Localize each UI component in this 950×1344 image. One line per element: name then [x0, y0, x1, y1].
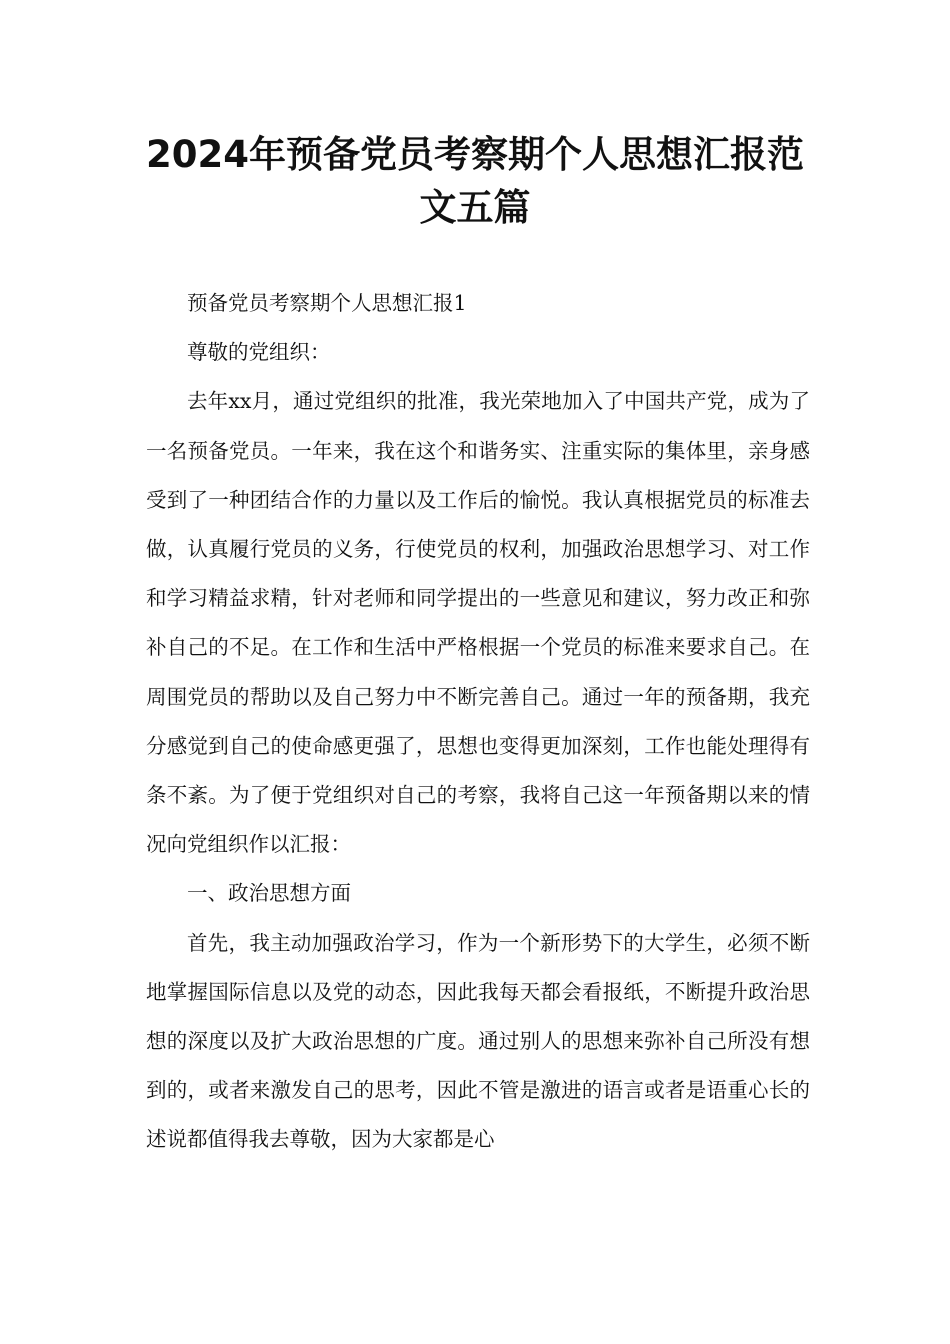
body-paragraph: 去年xx月，通过党组织的批准，我光荣地加入了中国共产党，成为了一名预备党员。一年来，我在这个和谐务实、注重实际的集体里，亲身感受到了一种团结合作的力量以及工作后的愉悦。我认真根据党员的标准去做，认真履行党员的义务，行使党员的权利，加强政治思想学习、对工作和学习精益求精，针对老师和同学提出的一些意见和建议，努力改正和弥补自己的不足。在工作和生活中严格根据一个党员的标准来要求自己。在周围党员的帮助以及自己努力中不断完善自己。通过一年的预备期，我充分感觉到自己的使命感更强了，思想也变得更加深刻，工作也能处理得有条不紊。为了便于党组织对自己的考察，我将自己这一年预备期以来的情况向党组织作以汇报：	[146, 389, 810, 857]
document-title-line-1: 2024年预备党员考察期个人思想汇报范	[146, 133, 804, 176]
document-body	[146, 279, 810, 1165]
document-title	[100, 128, 850, 234]
salutation: 尊敬的党组织：	[187, 340, 331, 365]
report-heading: 预备党员考察期个人思想汇报1	[187, 291, 467, 315]
body-paragraph: 首先，我主动加强政治学习，作为一个新形势下的大学生，必须不断地掌握国际信息以及党的动态，因此我每天都会看报纸，不断提升政治思想的深度以及扩大政治思想的广度。通过别人的思想来弥补自己所没有想到的，或者来激发自己的思考，因此不管是激进的语言或者是语重心长的述说都值得我去尊敬，因为大家都是心	[146, 930, 810, 1152]
document-title-line-2: 文五篇	[419, 186, 531, 229]
section-heading: 一、政治思想方面	[187, 881, 351, 906]
